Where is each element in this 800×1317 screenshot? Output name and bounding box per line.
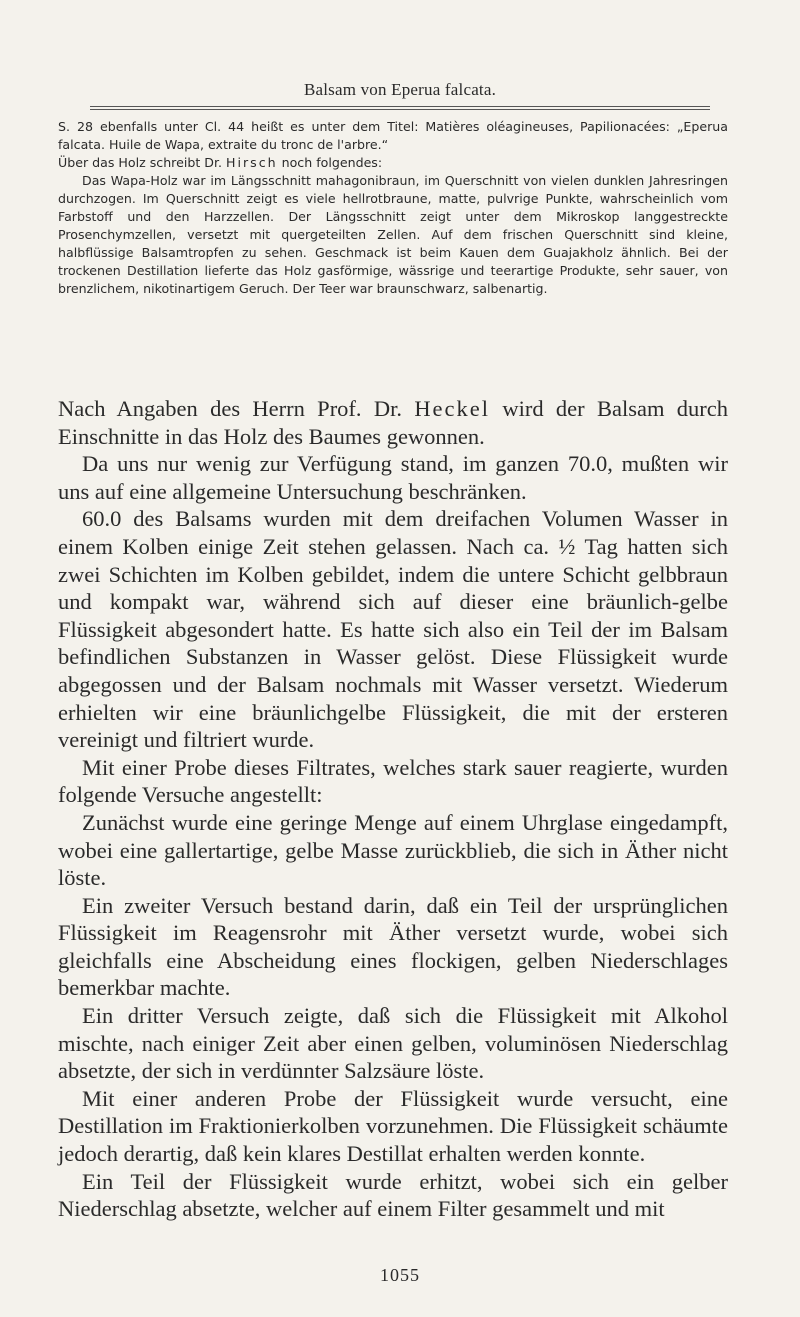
body-paragraph-8: Mit einer anderen Probe der Flüssigkeit wurde versucht, eine Destillation im Fraktionierkolben vorzunehmen. Die Flüssigkeit schäumte jedoch derartig, daß kein klares Destillat erhalten werden konnte. (58, 1085, 728, 1167)
body-paragraph-2: Da uns nur wenig zur Verfügung stand, im ganzen 70.0, mußten wir uns auf eine allgemeine Untersuchung beschränken. (58, 451, 728, 504)
small-paragraph-2-pre: Über das Holz schreibt Dr. (58, 155, 226, 170)
small-paragraph-2-post: noch folgendes: (277, 155, 383, 170)
body-paragraph-9: Ein Teil der Flüssigkeit wurde erhitzt, wobei sich ein gelber Niederschlag absetzte, welcher auf einem Filter gesammelt und mit (58, 1168, 728, 1222)
main-text-section (58, 395, 728, 1223)
body-paragraph-4: Mit einer Probe dieses Filtrates, welches stark sauer reagierte, wurden folgende Versuche angestellt: (58, 754, 728, 808)
body-paragraph-1 (58, 395, 728, 450)
body-paragraph-7: Ein dritter Versuch zeigte, daß sich die Flüssigkeit mit Alkohol mischte, nach einiger Zeit aber einen gelben, voluminösen Niederschlag absetzte, der sich in verdünnter Salzsäure löste. (58, 1003, 728, 1084)
body-paragraph-6: Ein zweiter Versuch bestand darin, daß ein Teil der ursprünglichen Flüssigkeit im Reagensrohr mit Äther versetzt wurde, wobei sich gleichfalls eine Abscheidung eines flockigen, gelben Niederschlages bemerkbar machte. (58, 892, 728, 1001)
page-number: 1055 (380, 1265, 420, 1285)
small-paragraph-2 (58, 154, 728, 172)
small-paragraph-3: Das Wapa-Holz war im Längsschnitt mahagonibraun, im Querschnitt von vielen dunklen Jahresringen durchzogen. Im Querschnitt zeigt es viele hellrotbraune, matte, pulvrige Punkte, wahrscheinlich vom Farbstoff und den Harzzellen. Der Längsschnitt zeigt unter dem Mikroskop langgestreckte Prosenchymzellen, versetzt mit quergeteilten Zellen. Auf dem frischen Querschnitt sind kleine, halbflüssige Balsamtropfen zu sehen. Geschmack ist beim Kauen dem Guajakholz ähnlich. Bei der trockenen Destillation lieferte das Holz gasförmige, wässrige und teerartige Produkte, sehr sauer, von brenzlichem, nikotinartigem Geruch. Der Teer war braunschwarz, salbenartig. (58, 173, 728, 296)
body-paragraph-1-pre: Nach Angaben des Herrn Prof. Dr. (58, 396, 415, 421)
running-title: Balsam von Eperua falcata. (303, 80, 497, 99)
author-name-heckel: Heckel (414, 396, 491, 421)
body-paragraph-1-post: wird der Balsam durch Einschnitte in das Holz des Baumes gewonnen. (58, 396, 728, 449)
small-print-section (58, 118, 728, 298)
body-paragraph-5: Zunächst wurde eine geringe Menge auf einem Uhrglase eingedampft, wobei eine gallertartige, gelbe Masse zurückblieb, die sich in Äther nicht löste. (58, 809, 728, 891)
author-name-hirsch: Hirsch (225, 155, 278, 170)
small-paragraph-1: S. 28 ebenfalls unter Cl. 44 heißt es unter dem Titel: Matières oléagineuses, Papilionacées: „Eperua falcata. Huile de Wapa, extraite du tronc de l'arbre.“ (58, 119, 728, 152)
header-rule-bottom (90, 109, 710, 110)
body-paragraph-3: 60.0 des Balsams wurden mit dem dreifachen Volumen Wasser in einem Kolben einige Zeit stehen gelassen. Nach ca. ½ Tag hatten sich zwei Schichten im Kolben gebildet, indem die untere Schicht gelbbraun und kompakt war, während sich auf dieser eine bräunlich-gelbe Flüssigkeit abgesondert hatte. Es hatte sich also ein Teil der im Balsam befindlichen Substanzen in Wasser gelöst. Diese Flüssigkeit wurde abgegossen und der Balsam nochmals mit Wasser versetzt. Wiederum erhielten wir eine bräunlichgelbe Flüssigkeit, die mit der ersteren vereinigt und filtriert wurde. (58, 506, 728, 753)
header-rule-top (90, 106, 710, 107)
